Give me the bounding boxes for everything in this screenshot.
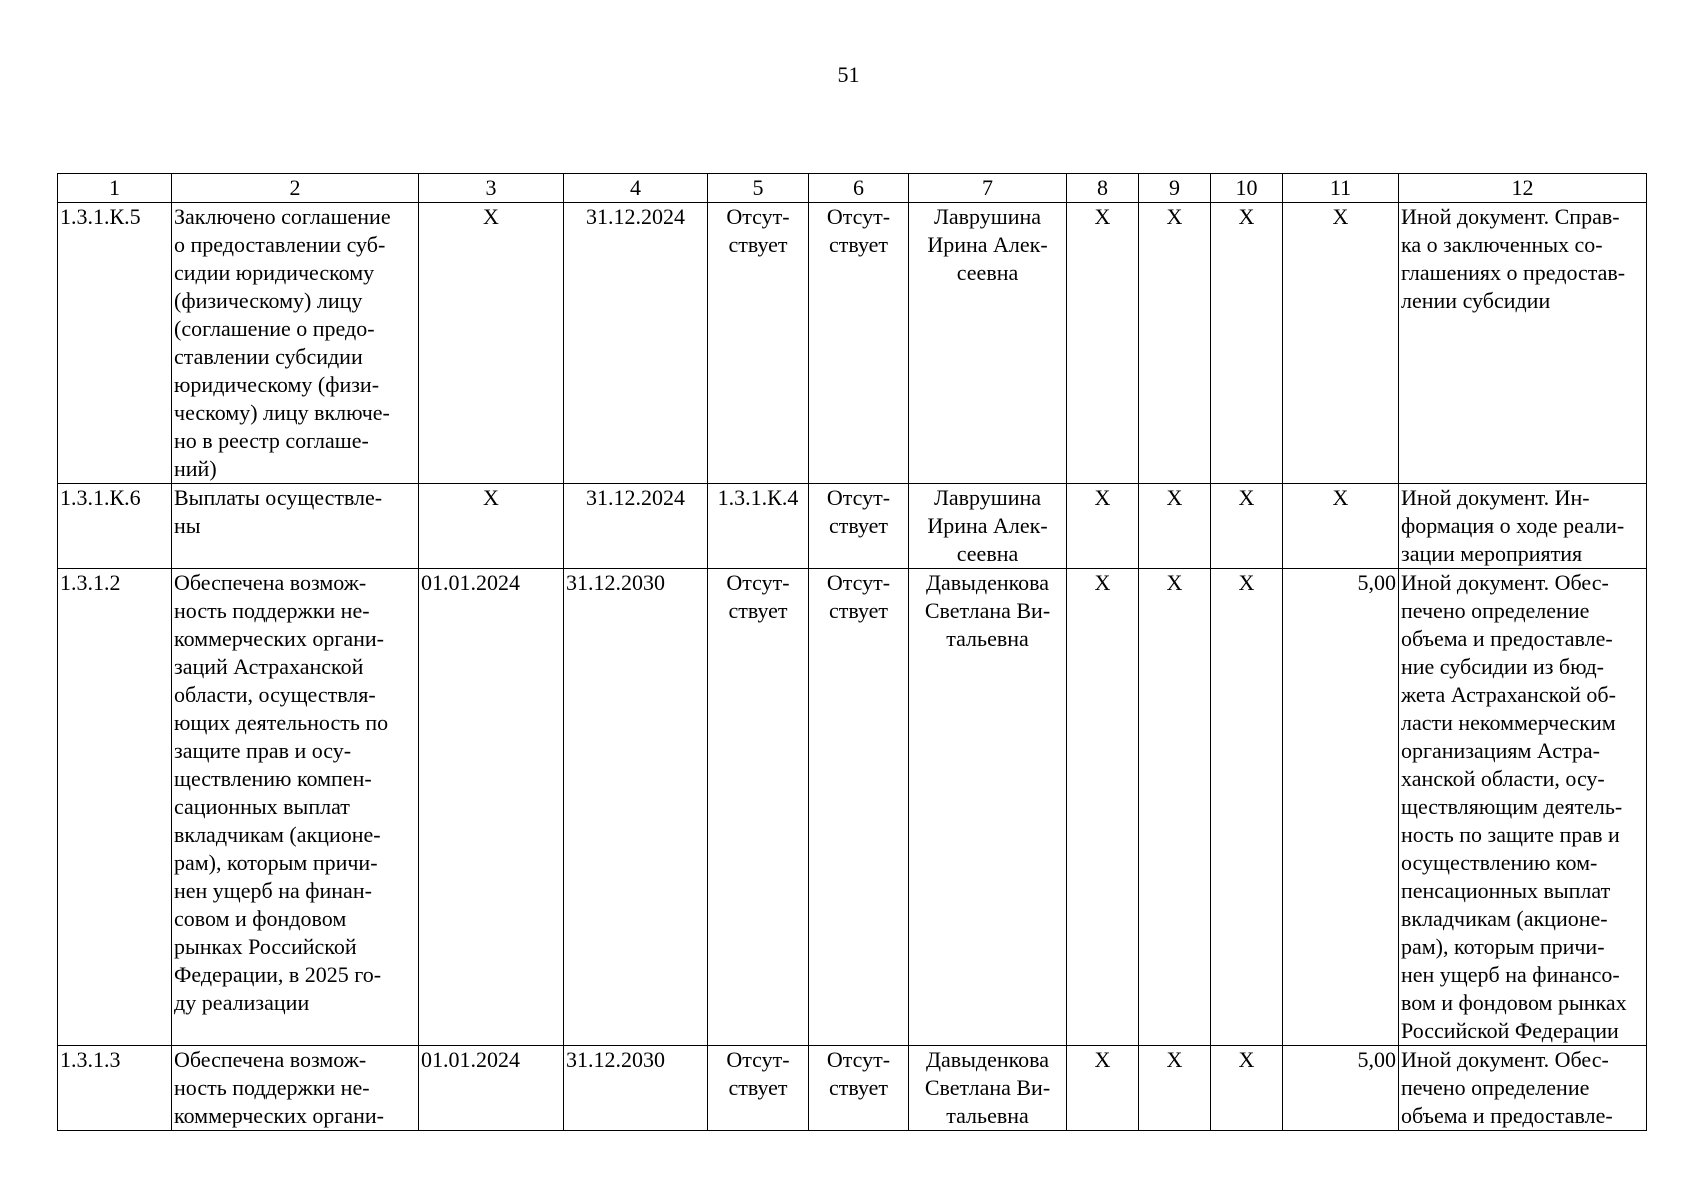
cell-description: Заключено соглашение о предоставлении суб- сидии юридическому (физическому) лицу (соглашение о предо- ставлении субсидии юридическому (физи- ческому) лицу включе- но в реестр соглаше- ний): [172, 203, 419, 484]
cell-code: 1.3.1.К.5: [58, 203, 172, 484]
cell-description: Обеспечена возмож- ность поддержки не- коммерческих органи-: [172, 1046, 419, 1131]
cell-start-date: 01.01.2024: [419, 1046, 564, 1131]
table-row: [58, 1046, 1647, 1131]
cell-end-date: 31.12.2024: [564, 484, 708, 569]
cell-col11: 5,00: [1283, 569, 1399, 1046]
column-header: 3: [419, 174, 564, 203]
cell-start-date: 01.01.2024: [419, 569, 564, 1046]
cell-document: Иной документ. Ин- формация о ходе реали- зации мероприятия: [1399, 484, 1647, 569]
cell-document: Иной документ. Обес- печено определение объема и предоставле-: [1399, 1046, 1647, 1131]
column-header: 10: [1211, 174, 1283, 203]
column-header: 2: [172, 174, 419, 203]
cell-col5: Отсут- ствует: [708, 203, 809, 484]
cell-description: Обеспечена возмож- ность поддержки не- коммерческих органи- заций Астраханской области, осуществля- ющих деятельность по защите прав и осу- ществлению компен- сационных выплат вкладчикам (акционе- рам), которым причи- нен ущерб на финан- совом и фондовом рынках Российской Федерации, в 2025 го- ду реализации: [172, 569, 419, 1046]
column-header: 12: [1399, 174, 1647, 203]
table-row: [58, 569, 1647, 1046]
cell-col11: 5,00: [1283, 1046, 1399, 1131]
cell-end-date: 31.12.2030: [564, 1046, 708, 1131]
cell-col10: Х: [1211, 1046, 1283, 1131]
header-row: [58, 174, 1647, 203]
column-header: 6: [809, 174, 909, 203]
column-header: 7: [909, 174, 1067, 203]
cell-code: 1.3.1.2: [58, 569, 172, 1046]
cell-col5: Отсут- ствует: [708, 569, 809, 1046]
cell-col8: Х: [1067, 1046, 1139, 1131]
cell-end-date: 31.12.2024: [564, 203, 708, 484]
cell-responsible: Давыденкова Светлана Ви- тальевна: [909, 569, 1067, 1046]
cell-col6: Отсут- ствует: [809, 569, 909, 1046]
cell-col9: Х: [1139, 484, 1211, 569]
cell-responsible: Давыденкова Светлана Ви- тальевна: [909, 1046, 1067, 1131]
cell-col11: Х: [1283, 203, 1399, 484]
column-header: 9: [1139, 174, 1211, 203]
cell-col11: Х: [1283, 484, 1399, 569]
cell-code: 1.3.1.К.6: [58, 484, 172, 569]
cell-document: Иной документ. Справ- ка о заключенных со- глашениях о предостав- лении субсидии: [1399, 203, 1647, 484]
cell-col8: Х: [1067, 484, 1139, 569]
column-header: 4: [564, 174, 708, 203]
cell-start-date: Х: [419, 203, 564, 484]
cell-responsible: Лаврушина Ирина Алек- сеевна: [909, 203, 1067, 484]
cell-col9: Х: [1139, 203, 1211, 484]
column-header: 1: [58, 174, 172, 203]
cell-end-date: 31.12.2030: [564, 569, 708, 1046]
cell-description: Выплаты осуществле- ны: [172, 484, 419, 569]
cell-col6: Отсут- ствует: [809, 203, 909, 484]
cell-col6: Отсут- ствует: [809, 1046, 909, 1131]
page-number: 51: [837, 62, 860, 87]
cell-col5: Отсут- ствует: [708, 1046, 809, 1131]
cell-col8: Х: [1067, 569, 1139, 1046]
cell-col10: Х: [1211, 203, 1283, 484]
cell-col8: Х: [1067, 203, 1139, 484]
cell-col5: 1.3.1.К.4: [708, 484, 809, 569]
cell-col6: Отсут- ствует: [809, 484, 909, 569]
cell-start-date: Х: [419, 484, 564, 569]
column-header: 8: [1067, 174, 1139, 203]
cell-col10: Х: [1211, 569, 1283, 1046]
cell-col10: Х: [1211, 484, 1283, 569]
cell-col9: Х: [1139, 1046, 1211, 1131]
column-header: 5: [708, 174, 809, 203]
cell-responsible: Лаврушина Ирина Алек- сеевна: [909, 484, 1067, 569]
table-row: [58, 484, 1647, 569]
column-header: 11: [1283, 174, 1399, 203]
cell-document: Иной документ. Обес- печено определение объема и предоставле- ние субсидии из бюд- жета Астраханской об- ласти некоммерческим организациям Астра- ханской области, осу- ществляющим деятель- ность по защите прав и осуществлению ком- пенсационных выплат вкладчикам (акционе- рам), которым причи- нен ущерб на финансо- вом и фондовом рынках Российской Федерации: [1399, 569, 1647, 1046]
cell-code: 1.3.1.3: [58, 1046, 172, 1131]
plan-table: [57, 173, 1647, 1131]
table-row: [58, 203, 1647, 484]
cell-col9: Х: [1139, 569, 1211, 1046]
